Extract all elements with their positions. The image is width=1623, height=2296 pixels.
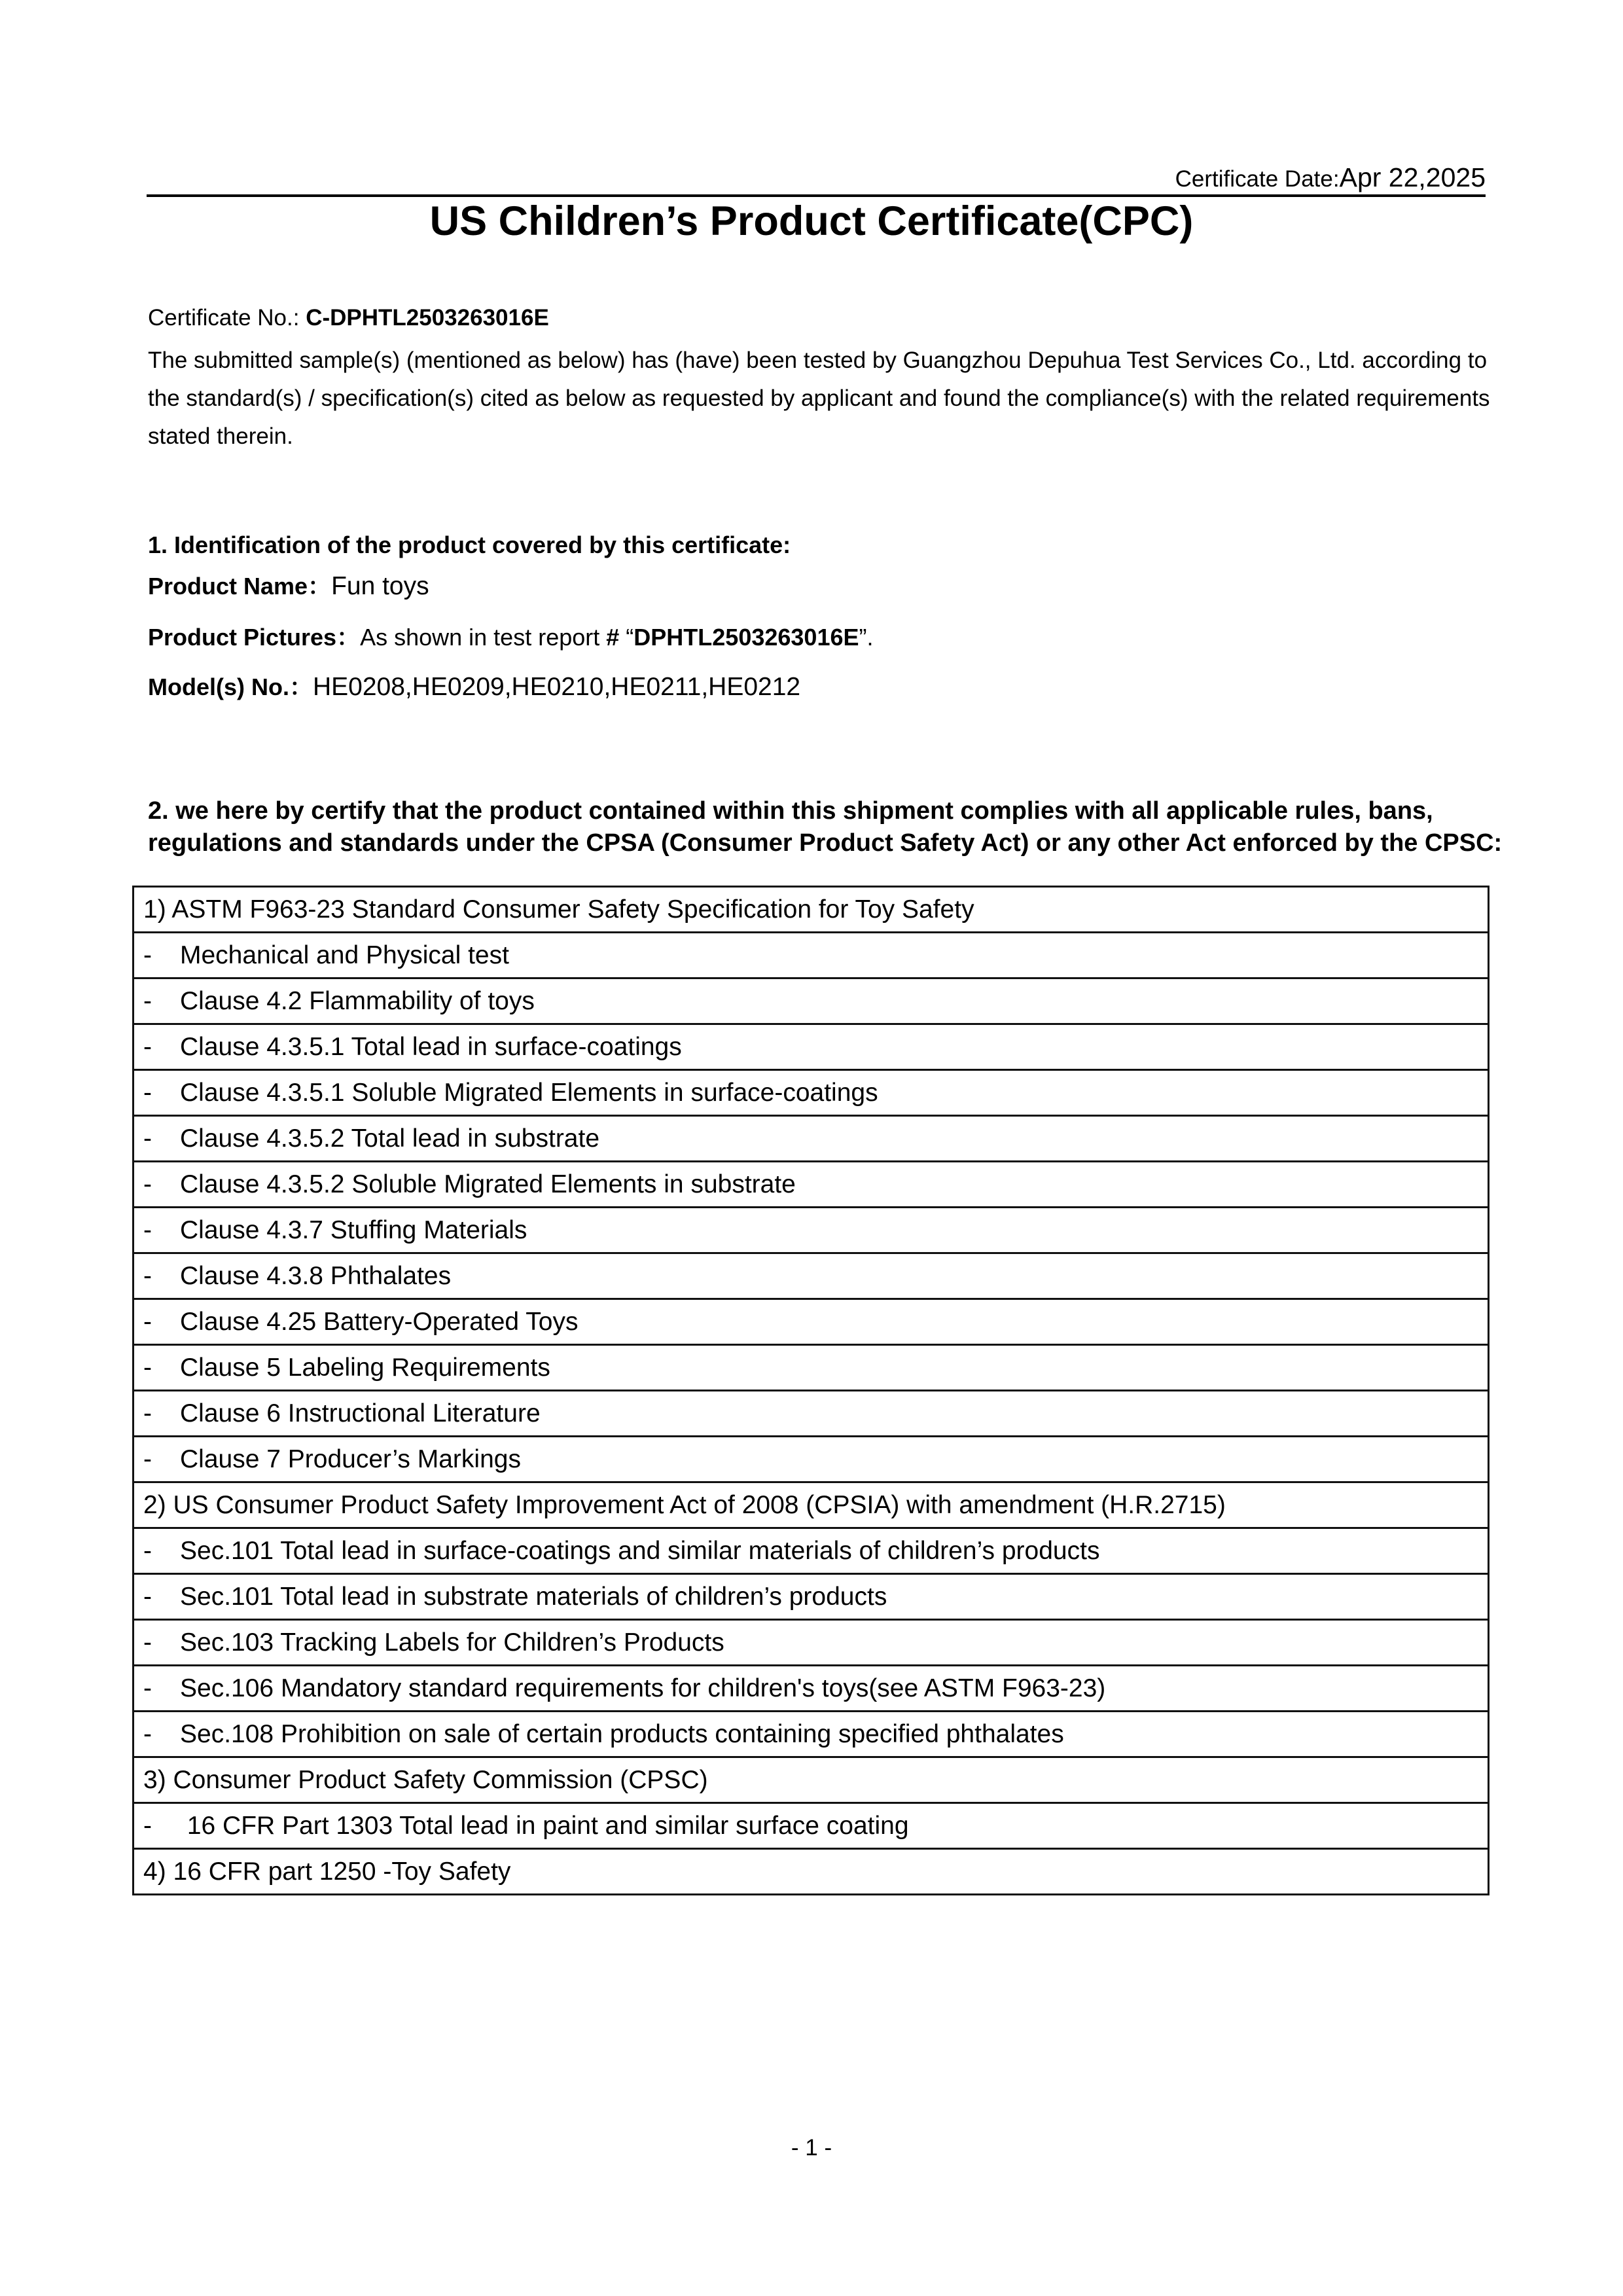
certificate-number (148, 305, 549, 331)
table-cell: - Clause 7 Producer’s Markings (134, 1437, 1489, 1482)
table-row (134, 978, 1489, 1024)
table-cell: - Clause 4.2 Flammability of toys (134, 978, 1489, 1024)
table-cell: 1) ASTM F963-23 Standard Consumer Safety Specification for Toy Safety (134, 887, 1489, 933)
table-cell: 3) Consumer Product Safety Commission (CPSC) (134, 1757, 1489, 1803)
table-cell: - Clause 4.3.5.2 Soluble Migrated Elements in substrate (134, 1162, 1489, 1208)
table-row (134, 1162, 1489, 1208)
product-name-value: Fun toys (331, 572, 429, 600)
intro-paragraph: The submitted sample(s) (mentioned as below) has (have) been tested by Guangzhou Depuhua Test Services Co., Ltd. according to the standard(s) / specification(s) cited as below as requested by applicant and found the compliance(s) with the related requirements stated therein. (148, 348, 1490, 449)
table-cell: 4) 16 CFR part 1250 -Toy Safety (134, 1849, 1489, 1895)
table-cell: - Clause 5 Labeling Requirements (134, 1345, 1489, 1391)
table-cell: - Sec.101 Total lead in surface-coatings and similar materials of children’s products (134, 1528, 1489, 1574)
product-name-label: Product Name： (148, 573, 332, 600)
table-row (134, 1528, 1489, 1574)
table-cell: - Clause 4.3.5.1 Soluble Migrated Elements in surface-coatings (134, 1070, 1489, 1116)
table-row (134, 1345, 1489, 1391)
certificate-number-value: C-DPHTL2503263016E (306, 305, 549, 331)
table-cell: - Clause 4.3.8 Phthalates (134, 1253, 1489, 1299)
certificate-date (1175, 162, 1486, 193)
model-number-label: Model(s) No.： (148, 673, 313, 700)
section1-heading: 1. Identification of the product covered by this certificate: (148, 531, 791, 558)
table-row (134, 887, 1489, 933)
table-cell: - Clause 4.25 Battery-Operated Toys (134, 1299, 1489, 1345)
table-row (134, 1803, 1489, 1849)
table-cell: - Clause 6 Instructional Literature (134, 1391, 1489, 1437)
table-row (134, 1391, 1489, 1437)
table-row (134, 1070, 1489, 1116)
product-pictures-hash: # (606, 624, 620, 651)
product-pictures-close: ”. (859, 624, 874, 651)
table-row (134, 1574, 1489, 1620)
page-number: - 1 - (791, 2135, 832, 2161)
table-row (134, 1024, 1489, 1070)
table-cell: - Sec.103 Tracking Labels for Children’s Products (134, 1620, 1489, 1666)
table-cell: 2) US Consumer Product Safety Improvement Act of 2008 (CPSIA) with amendment (H.R.2715) (134, 1482, 1489, 1528)
table-row (134, 1620, 1489, 1666)
table-row (134, 933, 1489, 978)
product-pictures-text: As shown in test report (360, 624, 607, 651)
table-row (134, 1253, 1489, 1299)
header-divider (147, 194, 1486, 197)
table-cell: - 16 CFR Part 1303 Total lead in paint and similar surface coating (134, 1803, 1489, 1849)
table-cell: - Sec.106 Mandatory standard requirements for children's toys(see ASTM F963-23) (134, 1666, 1489, 1712)
table-cell: - Clause 4.3.5.2 Total lead in substrate (134, 1116, 1489, 1162)
table-cell: - Sec.108 Prohibition on sale of certain products containing specified phthalates (134, 1712, 1489, 1757)
product-pictures-label: Product Pictures： (148, 624, 361, 651)
standards-table (132, 886, 1489, 1895)
model-number-field (148, 669, 800, 702)
table-row (134, 1757, 1489, 1803)
table-cell: - Clause 4.3.5.1 Total lead in surface-coatings (134, 1024, 1489, 1070)
section2-heading: 2. we here by certify that the product contained within this shipment complies with all applicable rules, bans, regulations and standards under the CPSA (Consumer Product Safety Act) or any other Act enforced by the CPSC: (148, 797, 1503, 857)
table-row (134, 1208, 1489, 1253)
table-cell: - Sec.101 Total lead in substrate materials of children’s products (134, 1574, 1489, 1620)
product-name-field (148, 568, 429, 601)
product-pictures-open-quote: “ (619, 624, 634, 651)
table-cell: - Mechanical and Physical test (134, 933, 1489, 978)
table-row (134, 1482, 1489, 1528)
model-number-value: HE0208,HE0209,HE0210,HE0211,HE0212 (312, 673, 801, 701)
product-pictures-report-ref: DPHTL2503263016E (633, 624, 859, 651)
table-row (134, 1299, 1489, 1345)
page-title: US Children’s Product Certificate(CPC) (429, 198, 1194, 244)
certificate-number-label: Certificate No.: (148, 305, 306, 331)
table-row (134, 1437, 1489, 1482)
certificate-date-label: Certificate Date: (1175, 166, 1340, 192)
table-row (134, 1849, 1489, 1895)
product-pictures-field (148, 619, 874, 653)
table-row (134, 1116, 1489, 1162)
certificate-date-value: Apr 22,2025 (1339, 162, 1486, 192)
table-row (134, 1712, 1489, 1757)
table-cell: - Clause 4.3.7 Stuffing Materials (134, 1208, 1489, 1253)
table-row (134, 1666, 1489, 1712)
